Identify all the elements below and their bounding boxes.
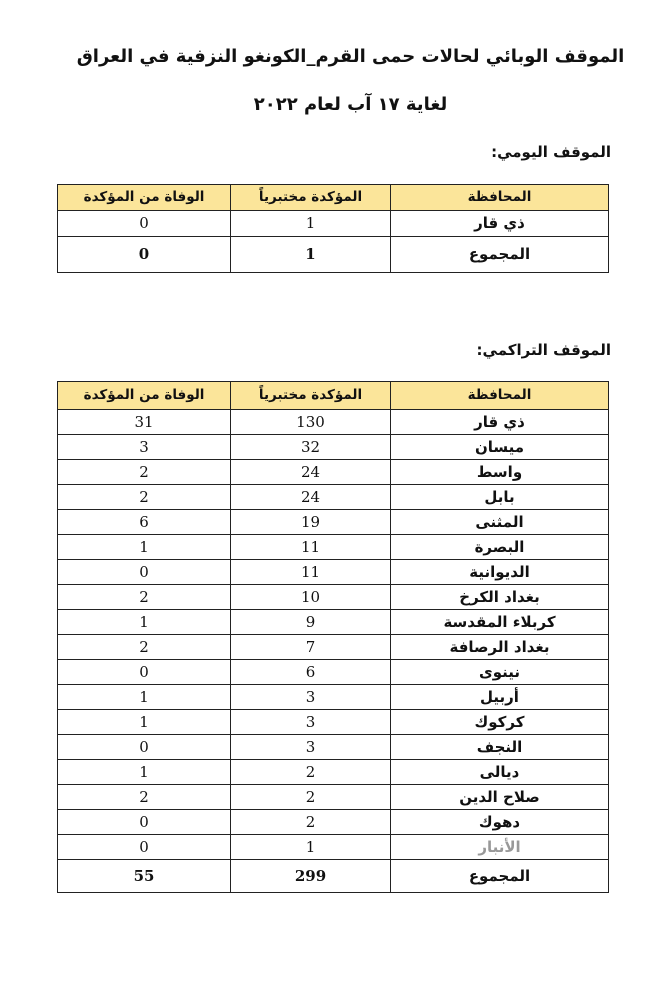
deaths-cell: 1 — [58, 610, 231, 635]
governorate-cell: بابل — [391, 485, 609, 510]
column-header-governorate: المحافظة — [391, 382, 609, 410]
confirmed-cell: 2 — [231, 760, 391, 785]
table-row — [58, 760, 609, 785]
cumulative-section-label: الموقف التراكمي: — [476, 341, 611, 359]
daily-total-row — [58, 237, 609, 273]
total-label-cell: المجموع — [391, 237, 609, 273]
deaths-cell: 2 — [58, 460, 231, 485]
deaths-cell: 1 — [58, 710, 231, 735]
table-row — [58, 835, 609, 860]
cumulative-header-row — [58, 382, 609, 410]
deaths-cell: 31 — [58, 410, 231, 435]
deaths-cell: 3 — [58, 435, 231, 460]
deaths-cell: 0 — [58, 810, 231, 835]
governorate-cell: ديالى — [391, 760, 609, 785]
deaths-cell: 2 — [58, 485, 231, 510]
column-header-confirmed: المؤكدة مختبرياً — [231, 382, 391, 410]
table-row — [58, 610, 609, 635]
confirmed-cell: 32 — [231, 435, 391, 460]
table-row — [58, 635, 609, 660]
confirmed-cell: 2 — [231, 785, 391, 810]
total-confirmed-cell: 299 — [231, 860, 391, 893]
governorate-cell: ذي قار — [391, 211, 609, 237]
total-confirmed-cell: 1 — [231, 237, 391, 273]
column-header-confirmed: المؤكدة مختبرياً — [231, 185, 391, 211]
deaths-cell: 1 — [58, 685, 231, 710]
table-row — [58, 660, 609, 685]
table-row — [58, 510, 609, 535]
governorate-cell: النجف — [391, 735, 609, 760]
confirmed-cell: 11 — [231, 535, 391, 560]
governorate-cell: كربلاء المقدسة — [391, 610, 609, 635]
governorate-cell: الديوانية — [391, 560, 609, 585]
deaths-cell: 0 — [58, 835, 231, 860]
confirmed-cell: 7 — [231, 635, 391, 660]
governorate-cell: البصرة — [391, 535, 609, 560]
cumulative-total-row — [58, 860, 609, 893]
governorate-cell: المثنى — [391, 510, 609, 535]
confirmed-cell: 1 — [231, 211, 391, 237]
governorate-cell: بغداد الرصافة — [391, 635, 609, 660]
governorate-cell: صلاح الدين — [391, 785, 609, 810]
confirmed-cell: 2 — [231, 810, 391, 835]
governorate-cell: بغداد الكرخ — [391, 585, 609, 610]
table-row — [58, 685, 609, 710]
daily-header-row — [58, 185, 609, 211]
governorate-cell: ذي قار — [391, 410, 609, 435]
confirmed-cell: 130 — [231, 410, 391, 435]
confirmed-cell: 3 — [231, 710, 391, 735]
deaths-cell: 2 — [58, 635, 231, 660]
table-row — [58, 585, 609, 610]
governorate-cell: نينوى — [391, 660, 609, 685]
daily-table — [57, 184, 609, 273]
total-deaths-cell: 0 — [58, 237, 231, 273]
deaths-cell: 2 — [58, 585, 231, 610]
table-row — [58, 735, 609, 760]
deaths-cell: 2 — [58, 785, 231, 810]
column-header-deaths: الوفاة من المؤكدة — [58, 382, 231, 410]
governorate-cell: دهوك — [391, 810, 609, 835]
table-row — [58, 460, 609, 485]
table-row — [58, 211, 609, 237]
governorate-cell: أربيل — [391, 685, 609, 710]
deaths-cell: 1 — [58, 760, 231, 785]
cumulative-table-body — [58, 410, 609, 860]
cumulative-table — [57, 381, 609, 893]
daily-section-label: الموقف اليومي: — [491, 143, 611, 161]
confirmed-cell: 6 — [231, 660, 391, 685]
table-row — [58, 560, 609, 585]
total-label-cell: المجموع — [391, 860, 609, 893]
confirmed-cell: 3 — [231, 735, 391, 760]
page-title: الموقف الوبائي لحالات حمى القرم_الكونغو النزفية في العراق — [76, 46, 625, 67]
confirmed-cell: 9 — [231, 610, 391, 635]
deaths-cell: 0 — [58, 735, 231, 760]
table-row — [58, 710, 609, 735]
confirmed-cell: 19 — [231, 510, 391, 535]
deaths-cell: 1 — [58, 535, 231, 560]
governorate-cell: واسط — [391, 460, 609, 485]
page-subtitle-date: لغاية ١٧ آب لعام ٢٠٢٢ — [253, 94, 448, 115]
table-row — [58, 810, 609, 835]
table-row — [58, 435, 609, 460]
deaths-cell: 0 — [58, 560, 231, 585]
confirmed-cell: 24 — [231, 485, 391, 510]
confirmed-cell: 10 — [231, 585, 391, 610]
confirmed-cell: 11 — [231, 560, 391, 585]
confirmed-cell: 24 — [231, 460, 391, 485]
governorate-cell: كركوك — [391, 710, 609, 735]
governorate-cell: ميسان — [391, 435, 609, 460]
table-row — [58, 535, 609, 560]
deaths-cell: 0 — [58, 660, 231, 685]
column-header-governorate: المحافظة — [391, 185, 609, 211]
deaths-cell: 0 — [58, 211, 231, 237]
governorate-cell: الأنبار — [391, 835, 609, 860]
column-header-deaths: الوفاة من المؤكدة — [58, 185, 231, 211]
table-row — [58, 485, 609, 510]
table-row — [58, 410, 609, 435]
deaths-cell: 6 — [58, 510, 231, 535]
confirmed-cell: 1 — [231, 835, 391, 860]
table-row — [58, 785, 609, 810]
total-deaths-cell: 55 — [58, 860, 231, 893]
confirmed-cell: 3 — [231, 685, 391, 710]
